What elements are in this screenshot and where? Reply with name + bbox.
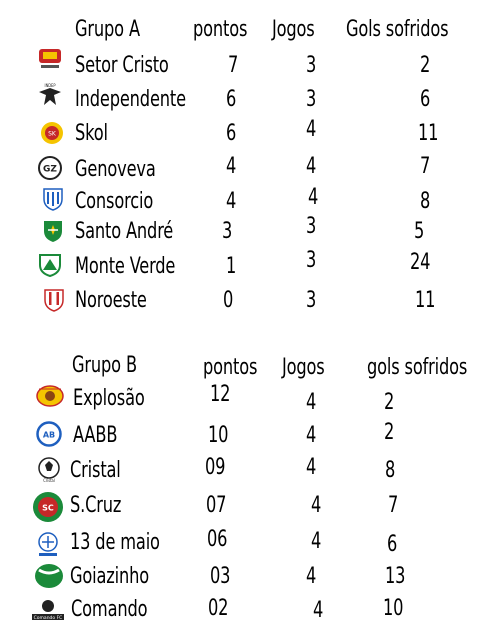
- svg-text:INDEP: INDEP: [44, 83, 56, 88]
- team-jogos: 4: [306, 423, 317, 448]
- team-name: S.Cruz: [70, 493, 122, 518]
- team-pontos: 09: [205, 455, 226, 480]
- team-jogos: 4: [311, 529, 322, 554]
- team-gols: 5: [414, 219, 425, 244]
- team-gols: 6: [420, 87, 431, 112]
- team-name: 13 de maio: [70, 530, 160, 555]
- team-name: Monte Verde: [75, 254, 176, 279]
- team-pontos: 6: [226, 87, 237, 112]
- team-pontos: 3: [222, 219, 233, 244]
- team-name: Independente: [75, 87, 186, 112]
- team-pontos: 06: [207, 527, 228, 552]
- explosao-crest-icon: [35, 383, 65, 409]
- group-b-header-pontos: pontos: [203, 355, 258, 380]
- team-jogos: 4: [306, 117, 317, 142]
- group-b-header-jogos: Jogos: [282, 355, 325, 380]
- team-gols: 7: [420, 154, 431, 179]
- svg-text:SC: SC: [42, 503, 54, 513]
- group-a-header-jogos: Jogos: [272, 17, 315, 42]
- team-jogos: 3: [306, 87, 317, 112]
- team-name: Comando: [71, 597, 148, 622]
- team-pontos: 1: [226, 254, 237, 279]
- team-gols: 7: [388, 493, 399, 518]
- group-a-title: Grupo A: [75, 17, 140, 42]
- team-pontos: 0: [223, 288, 234, 313]
- treze-de-maio-icon: [33, 530, 63, 558]
- team-gols: 2: [384, 390, 395, 415]
- team-gols: 11: [418, 121, 439, 146]
- team-gols: 24: [410, 250, 431, 275]
- svg-text:SK: SK: [48, 130, 56, 138]
- team-pontos: 02: [208, 596, 229, 621]
- team-jogos: 4: [306, 564, 317, 589]
- genoveva-gz-icon: [37, 155, 63, 181]
- team-pontos: 4: [226, 154, 237, 179]
- team-name: Cristal: [70, 458, 121, 483]
- team-name: Goiazinho: [70, 564, 150, 589]
- team-gols: 8: [385, 458, 396, 483]
- team-gols: 8: [420, 189, 431, 214]
- team-jogos: 3: [306, 288, 317, 313]
- skol-badge-icon: [39, 120, 65, 146]
- setor-cristo-crest-icon: [37, 46, 63, 72]
- team-jogos: 4: [306, 455, 317, 480]
- team-pontos: 6: [226, 121, 237, 146]
- consorcio-shield-icon: [40, 186, 66, 212]
- team-name: Skol: [75, 121, 108, 146]
- team-gols: 6: [387, 532, 398, 557]
- team-gols: 13: [385, 564, 406, 589]
- group-a-header-gols: Gols sofridos: [346, 17, 449, 42]
- team-name: Noroeste: [75, 288, 147, 313]
- team-jogos: 3: [306, 214, 317, 239]
- team-jogos: 4: [313, 598, 324, 623]
- team-name: Consorcio: [75, 189, 154, 214]
- svg-text:AB: AB: [42, 430, 56, 440]
- goiazinho-shield-icon: [33, 562, 65, 590]
- team-gols: 11: [415, 288, 436, 313]
- scruz-badge-icon: [31, 490, 65, 524]
- team-jogos: 3: [306, 248, 317, 273]
- team-pontos: 10: [208, 423, 229, 448]
- team-jogos: 4: [311, 493, 322, 518]
- group-b-title: Grupo B: [72, 353, 137, 378]
- team-jogos: 4: [306, 154, 317, 179]
- svg-text:GZ: GZ: [43, 164, 57, 175]
- team-pontos: 12: [210, 382, 231, 407]
- team-name: Explosão: [73, 386, 145, 411]
- santo-andre-shield-icon: [40, 218, 66, 244]
- team-name: Genoveva: [75, 157, 156, 182]
- team-pontos: 7: [228, 53, 239, 78]
- noroeste-shield-icon: [41, 287, 67, 313]
- team-jogos: 4: [306, 390, 317, 415]
- group-b-header-gols: gols sofridos: [367, 355, 468, 380]
- aabb-circle-icon: [36, 421, 62, 447]
- group-a-header-pontos: pontos: [193, 17, 248, 42]
- team-pontos: 4: [226, 189, 237, 214]
- team-gols: 10: [383, 596, 404, 621]
- team-jogos: 4: [308, 185, 319, 210]
- monte-verde-shield-icon: [37, 252, 63, 278]
- comando-fc-icon: [30, 598, 66, 622]
- team-pontos: 03: [210, 564, 231, 589]
- team-name: Santo André: [75, 219, 174, 244]
- team-jogos: 3: [306, 53, 317, 78]
- team-gols: 2: [420, 53, 431, 78]
- team-gols: 2: [384, 420, 395, 445]
- svg-text:Comando FC: Comando FC: [33, 616, 63, 621]
- team-name: Setor Cristo: [75, 53, 169, 78]
- team-pontos: 07: [206, 493, 227, 518]
- team-name: AABB: [73, 423, 118, 448]
- independente-eagle-icon: [37, 83, 63, 109]
- cristal-ball-icon: [34, 453, 64, 483]
- svg-text:Cristal: Cristal: [43, 478, 55, 483]
